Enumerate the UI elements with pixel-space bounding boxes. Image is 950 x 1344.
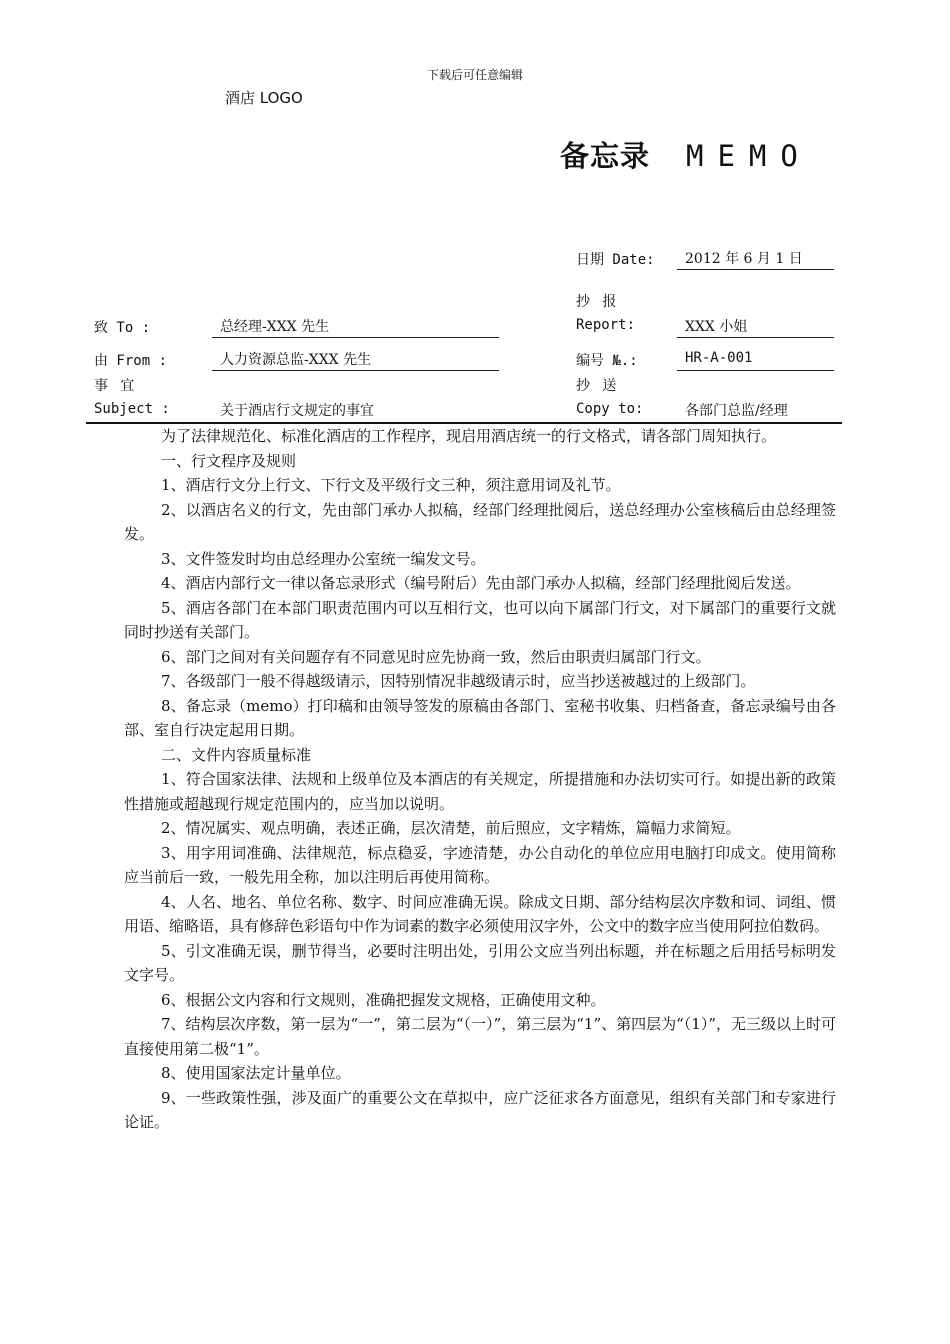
body-paragraph: 1、符合国家法律、法规和上级单位及本酒店的有关规定，所提措施和办法切实可行。如提出新的政策性措施或超越现行规定范围内的，应当加以说明。 [124,770,836,813]
body-paragraph: 6、部门之间对有关问题存有不同意见时应先协商一致，然后由职责归属部门行文。 [161,647,711,666]
body-paragraph: 8、使用国家法定计量单位。 [161,1064,351,1082]
number-value: HR-A-001 [685,350,753,366]
to-label: 致 To : [94,320,151,336]
date-label: 日期 Date: [576,252,655,268]
report-value: XXX 小姐 [685,319,748,335]
body-paragraph: 5、酒店各部门在本部门职责范围内可以互相行文，也可以向下属部门行文，对下属部门的重要行文就同时抄送有关部门。 [124,598,836,641]
body-paragraph: 8、备忘录（memo）打印稿和由领导签发的原稿由各部门、室秘书收集、归档备查，备忘录编号由各部、室自行决定起用日期。 [124,696,836,739]
number-label: 编号 №.: [576,353,638,369]
from-value: 人力资源总监-XXX 先生 [220,352,372,368]
body-paragraph: 二、文件内容质量标准 [161,745,312,764]
body-paragraph: 9、一些政策性强，涉及面广的重要公文在草拟中，应广泛征求各方面意见，组织有关部门和专家进行论证。 [124,1088,836,1131]
subject-label-cn: 事 宜 [94,378,137,394]
body-paragraph: 1、酒店行文分上行文、下行文及平级行文三种，须注意用词及礼节。 [161,476,621,494]
from-label: 由 From : [94,353,168,369]
memo-body [124,424,836,1135]
memo-title-cn: 备忘录 [560,139,651,173]
memo-title-en: MEMO [686,139,812,173]
subject-value: 关于酒店行文规定的事宜 [220,403,374,419]
body-paragraph: 一、行文程序及规则 [161,451,297,470]
date-value: 2012 年 6 月 1 日 [685,251,803,267]
body-paragraph: 4、酒店内部行文一律以备忘录形式（编号附后）先由部门承办人拟稿，经部门经理批阅后发送。 [161,574,801,592]
copy-label-en: Copy to: [576,401,644,417]
copy-label-cn: 抄 送 [576,378,619,394]
number-underline [677,370,834,371]
body-paragraph: 2、以酒店名义的行文，先由部门承办人拟稿，经部门经理批阅后，送总经理办公室核稿后由总经理签发。 [124,500,836,543]
to-underline [212,337,499,338]
hotel-logo-text: 酒店 LOGO [225,89,303,107]
to-value: 总经理-XXX 先生 [220,319,330,335]
body-paragraph: 5、引文准确无误，删节得当，必要时注明出处，引用公文应当列出标题，并在标题之后用括号标明发文字号。 [124,941,836,984]
top-note: 下载后可任意编辑 [426,68,523,82]
body-paragraph: 为了法律规范化、标准化酒店的工作程序，现启用酒店统一的行文格式，请各部门周知执行。 [161,427,777,445]
body-paragraph: 3、用字用词准确、法律规范，标点稳妥，字迹清楚，办公自动化的单位应用电脑打印成文。使用简称应当前后一致，一般先用全称，加以注明后再使用简称。 [124,843,836,886]
body-paragraph: 2、情况属实、观点明确，表述正确，层次清楚，前后照应，文字精炼，篇幅力求简短。 [161,819,741,837]
body-paragraph: 7、各级部门一般不得越级请示，因特别情况非越级请示时，应当抄送被越过的上级部门。 [161,672,756,690]
copy-value: 各部门总监/经理 [685,403,788,419]
memo-title [560,134,812,175]
body-paragraph: 6、根据公文内容和行文规则，准确把握发文规格，正确使用文种。 [161,990,606,1009]
body-paragraph: 3、文件签发时均由总经理办公室统一编发文号。 [161,549,486,568]
date-underline [677,269,834,270]
body-paragraph: 7、结构层次序数，第一层为“一”，第二层为“（一）”，第三层为“1”、第四层为“（1）”，无三级以上时可直接使用第二极“1”。 [124,1015,836,1058]
report-underline [677,337,834,338]
report-label-cn: 抄 报 [576,294,619,310]
body-paragraph: 4、人名、地名、单位名称、数字、时间应准确无误。除成文日期、部分结构层次序数和词、词组、惯用语、缩略语，具有修辞色彩语句中作为词素的数字必须使用汉字外，公文中的数字应当使用阿拉伯数码。 [124,892,836,935]
subject-label-en: Subject : [94,401,170,417]
report-label-en: Report: [576,317,636,333]
from-underline [212,370,499,371]
